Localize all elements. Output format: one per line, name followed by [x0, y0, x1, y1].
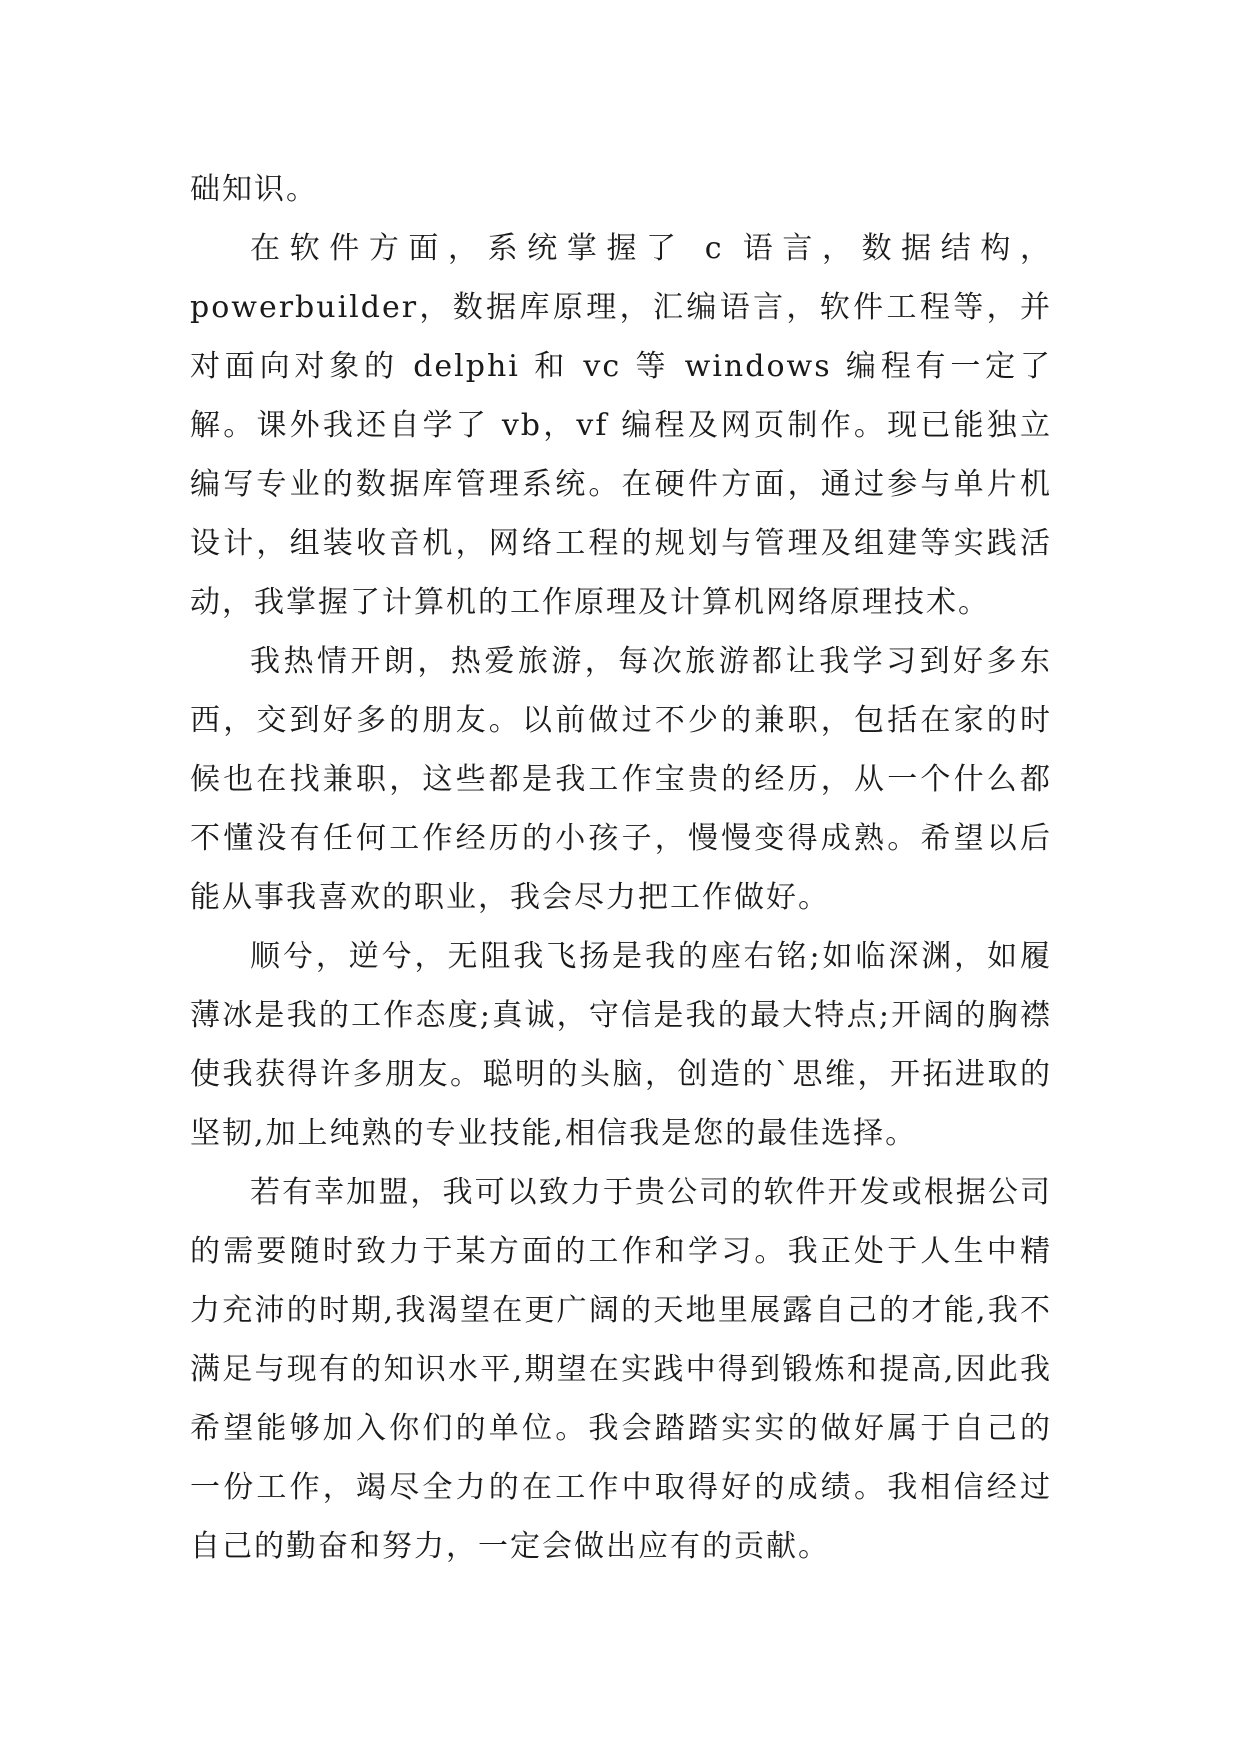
document-body [190, 160, 1052, 1576]
paragraph-continuation: 础知识。 [190, 172, 318, 207]
paragraph-closing: 若有幸加盟，我可以致力于贵公司的软件开发或根据公司的需要随时致力于某方面的工作和学习。我正处于人生中精力充沛的时期,我渴望在更广阔的天地里展露自己的才能,我不满足与现有的知识水平,期望在实践中得到锻炼和提高,因此我希望能够加入你们的单位。我会踏踏实实的做好属于自己的一份工作，竭尽全力的在工作中取得好的成绩。我相信经过自己的勤奋和努力，一定会做出应有的贡献。 [190, 1175, 1052, 1564]
paragraph-software-skills: 在软件方面，系统掌握了 c 语言，数据结构，powerbuilder，数据库原理，汇编语言，软件工程等，并对面向对象的 delphi 和 vc 等 windows 编程有一定了解。课外我还自学了 vb，vf 编程及网页制作。现已能独立编写专业的数据库管理系统。在硬件方面，通过参与单片机设计，组装收音机，网络工程的规划与管理及组建等实践活动，我掌握了计算机的工作原理及计算机网络原理技术。 [190, 231, 1052, 620]
paragraph-personality: 我热情开朗，热爱旅游，每次旅游都让我学习到好多东西，交到好多的朋友。以前做过不少的兼职，包括在家的时候也在找兼职，这些都是我工作宝贵的经历，从一个什么都不懂没有任何工作经历的小孩子，慢慢变得成熟。希望以后能从事我喜欢的职业，我会尽力把工作做好。 [190, 644, 1052, 915]
paragraph-motto: 顺兮，逆兮，无阻我飞扬是我的座右铭;如临深渊，如履薄冰是我的工作态度;真诚，守信是我的最大特点;开阔的胸襟使我获得许多朋友。聪明的头脑，创造的`思维，开拓进取的坚韧,加上纯熟的专业技能,相信我是您的最佳选择。 [190, 939, 1052, 1151]
